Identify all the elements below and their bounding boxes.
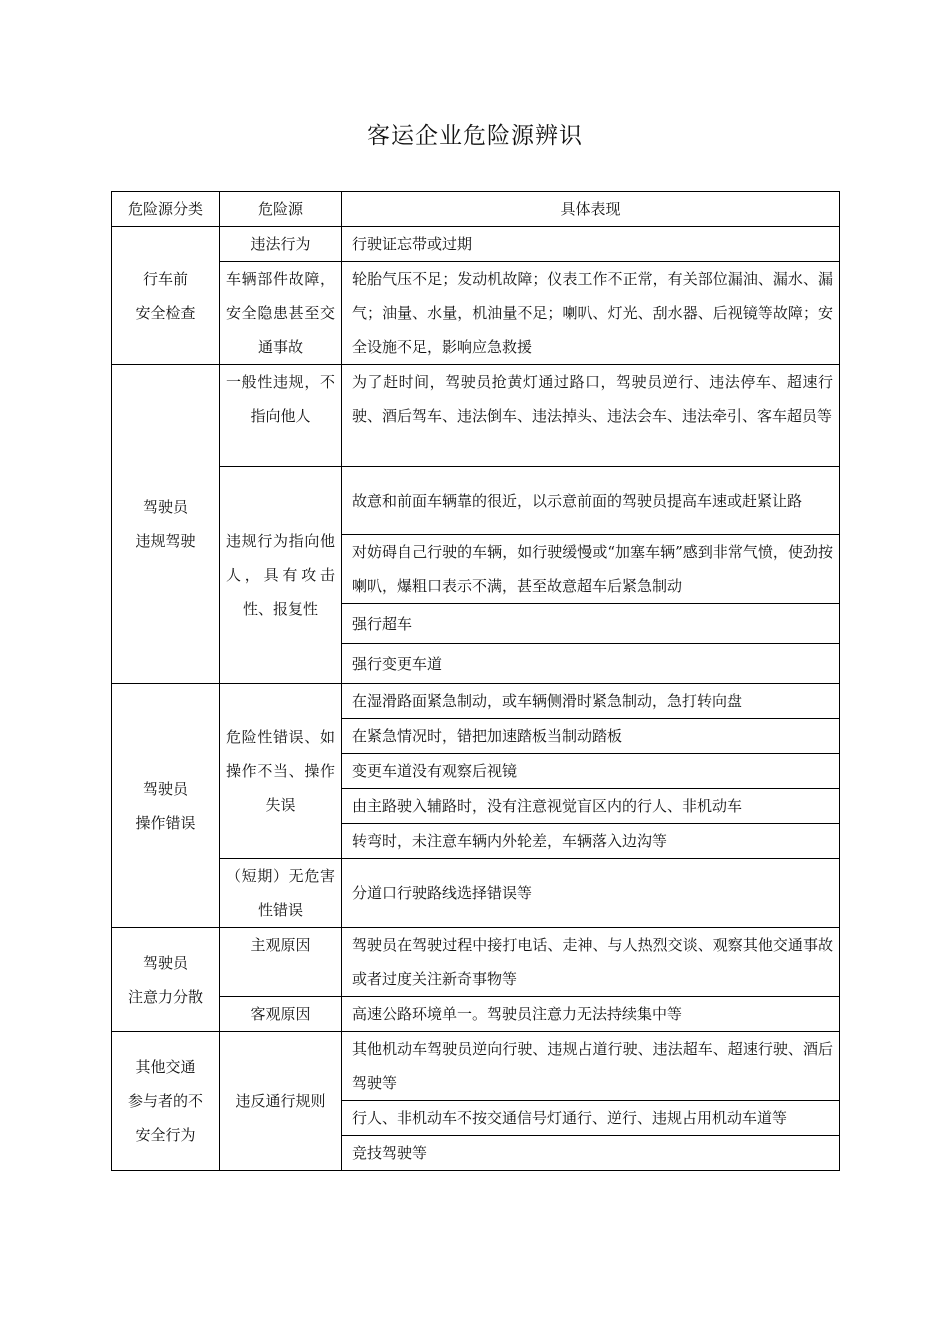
table-header-row	[112, 192, 840, 227]
category-cell: 驾驶员 注意力分散	[112, 928, 220, 1032]
detail-cell: 强行变更车道	[342, 644, 840, 684]
table-row	[112, 227, 840, 262]
hazard-table	[111, 191, 840, 1171]
source-label: 违法行为	[250, 235, 311, 253]
table-row	[112, 859, 840, 928]
table-row	[112, 928, 840, 997]
source-label: 违规行为指向他人，具有攻击性、报复性	[226, 532, 335, 618]
source-label: 主观原因	[250, 936, 311, 954]
source-cell	[220, 684, 342, 859]
source-cell	[220, 365, 342, 467]
detail-cell: 驾驶员在驾驶过程中接打电话、走神、与人热烈交谈、观察其他交通事故或者过度关注新奇事物等	[342, 928, 840, 997]
category-cell: 行车前 安全检查	[112, 227, 220, 365]
table-row	[112, 262, 840, 365]
source-cell	[220, 928, 342, 997]
header-detail: 具体表现	[342, 192, 840, 227]
source-cell	[220, 997, 342, 1032]
source-cell	[220, 1032, 342, 1171]
source-label: 危险性错误、如操作不当、操作失误	[226, 728, 335, 814]
source-cell	[220, 262, 342, 365]
source-cell	[220, 227, 342, 262]
table-row	[112, 997, 840, 1032]
category-cell: 驾驶员 操作错误	[112, 684, 220, 928]
detail-cell: 行人、非机动车不按交通信号灯通行、逆行、违规占用机动车道等	[342, 1101, 840, 1136]
source-label: 客观原因	[250, 1005, 311, 1023]
detail-cell: 转弯时，未注意车辆内外轮差，车辆落入边沟等	[342, 824, 840, 859]
detail-cell: 变更车道没有观察后视镜	[342, 754, 840, 789]
table-row	[112, 684, 840, 719]
detail-cell: 轮胎气压不足；发动机故障；仪表工作不正常，有关部位漏油、漏水、漏气；油量、水量，机油量不足；喇叭、灯光、刮水器、后视镜等故障；安全设施不足，影响应急救援	[342, 262, 840, 365]
table-row	[112, 1032, 840, 1101]
detail-cell: 高速公路环境单一。驾驶员注意力无法持续集中等	[342, 997, 840, 1032]
detail-cell: 其他机动车驾驶员逆向行驶、违规占道行驶、违法超车、超速行驶、酒后驾驶等	[342, 1032, 840, 1101]
source-label: 违反通行规则	[235, 1092, 326, 1110]
detail-cell: 由主路驶入辅路时，没有注意视觉盲区内的行人、非机动车	[342, 789, 840, 824]
source-cell	[220, 859, 342, 928]
table-row	[112, 467, 840, 535]
detail-cell: 竞技驾驶等	[342, 1136, 840, 1171]
detail-cell: 强行超车	[342, 604, 840, 644]
header-source: 危险源	[220, 192, 342, 227]
detail-cell: 故意和前面车辆靠的很近，以示意前面的驾驶员提高车速或赶紧让路	[342, 467, 840, 535]
detail-cell: 对妨碍自己行驶的车辆，如行驶缓慢或“加塞车辆”感到非常气愤，使劲按喇叭，爆粗口表示不满，甚至故意超车后紧急制动	[342, 535, 840, 604]
category-cell: 其他交通 参与者的不 安全行为	[112, 1032, 220, 1171]
detail-cell: 为了赶时间，驾驶员抢黄灯通过路口，驾驶员逆行、违法停车、超速行驶、酒后驾车、违法倒车、违法掉头、违法会车、违法牵引、客车超员等	[342, 365, 840, 467]
detail-cell: 分道口行驶路线选择错误等	[342, 859, 840, 928]
source-label: 一般性违规，不指向他人	[226, 373, 335, 425]
hazard-table-body	[112, 192, 840, 1171]
table-row	[112, 365, 840, 467]
page-title: 客运企业危险源辨识	[367, 123, 583, 149]
source-cell	[220, 467, 342, 684]
header-category: 危险源分类	[112, 192, 220, 227]
detail-cell: 在湿滑路面紧急制动，或车辆侧滑时紧急制动，急打转向盘	[342, 684, 840, 719]
detail-cell: 在紧急情况时，错把加速踏板当制动踏板	[342, 719, 840, 754]
category-cell: 驾驶员 违规驾驶	[112, 365, 220, 684]
source-label: （短期）无危害性错误	[226, 867, 335, 919]
detail-cell: 行驶证忘带或过期	[342, 227, 840, 262]
source-label: 车辆部件故障，安全隐患甚至交通事故	[226, 270, 335, 356]
